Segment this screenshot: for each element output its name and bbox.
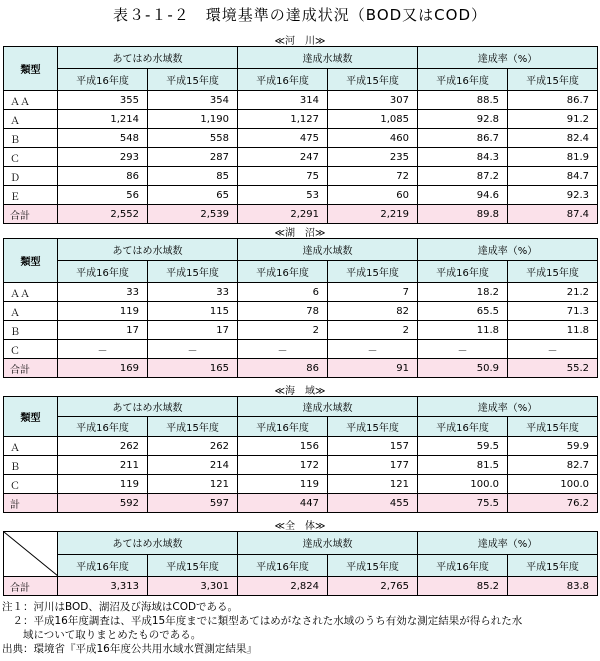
table-cell: 447	[238, 494, 328, 513]
year-header: 平成16年度	[418, 417, 508, 437]
row-label: 合計	[4, 205, 58, 224]
row-label: 合計	[4, 359, 58, 378]
table-cell: 33	[58, 283, 148, 302]
table-cell: 72	[328, 167, 418, 186]
table-cell: 165	[148, 359, 238, 378]
table-cell: －	[418, 340, 508, 359]
table-cell: 18.2	[418, 283, 508, 302]
year-header: 平成16年度	[58, 417, 148, 437]
table-cell: 597	[148, 494, 238, 513]
table-cell: 314	[238, 91, 328, 110]
year-header: 平成15年度	[148, 554, 238, 577]
table-cell: 548	[58, 129, 148, 148]
row-label: 合計	[4, 577, 58, 596]
table-row	[4, 283, 598, 302]
table-row	[4, 437, 598, 456]
table-cell: 86.7	[418, 129, 508, 148]
year-header: 平成15年度	[328, 417, 418, 437]
table-cell: 262	[148, 437, 238, 456]
table-cell: 84.3	[418, 148, 508, 167]
table-cell: 1,214	[58, 110, 148, 129]
table-cell: 2,291	[238, 205, 328, 224]
table-row	[4, 148, 598, 167]
row-label: Ｃ	[4, 340, 58, 359]
table-cell: 172	[238, 456, 328, 475]
group-header: 達成率（%）	[418, 532, 598, 555]
row-label: ＡＡ	[4, 91, 58, 110]
table-cell: 55.2	[508, 359, 598, 378]
table-cell: －	[148, 340, 238, 359]
table-cell: 76.2	[508, 494, 598, 513]
data-table	[3, 238, 598, 378]
table-cell: 84.7	[508, 167, 598, 186]
table-cell: 1,085	[328, 110, 418, 129]
category-header: 類型	[4, 397, 58, 437]
table-cell: 88.5	[418, 91, 508, 110]
data-table	[3, 531, 598, 596]
table-cell: 2,765	[328, 577, 418, 596]
total-row	[4, 494, 598, 513]
table-cell: 2,552	[58, 205, 148, 224]
table-cell: 3,313	[58, 577, 148, 596]
group-header: あてはめ水域数	[58, 47, 238, 69]
total-row	[4, 205, 598, 224]
row-label: Ｅ	[4, 186, 58, 205]
diagonal-line	[4, 532, 58, 576]
year-header: 平成16年度	[58, 261, 148, 283]
year-header: 平成16年度	[238, 554, 328, 577]
row-label: Ｃ	[4, 475, 58, 494]
table-cell: 287	[148, 148, 238, 167]
table-cell: 81.9	[508, 148, 598, 167]
table-cell: 91.2	[508, 110, 598, 129]
table-cell: 6	[238, 283, 328, 302]
table-cell: 78	[238, 302, 328, 321]
footnote-line: 域について取りまとめたものである。	[2, 629, 202, 641]
category-header: 類型	[4, 239, 58, 283]
group-header: 達成率（%）	[418, 397, 598, 417]
table-cell: 307	[328, 91, 418, 110]
group-header: 達成水域数	[238, 397, 418, 417]
table-cell: 89.8	[418, 205, 508, 224]
table-cell: 86	[238, 359, 328, 378]
year-header: 平成15年度	[508, 261, 598, 283]
table-cell: －	[328, 340, 418, 359]
table-cell: 11.8	[418, 321, 508, 340]
header-row	[4, 47, 598, 69]
table-cell: 82	[328, 302, 418, 321]
row-label: Ａ	[4, 302, 58, 321]
year-header: 平成15年度	[328, 261, 418, 283]
row-label: 計	[4, 494, 58, 513]
table-cell: 83.8	[508, 577, 598, 596]
table-cell: 92.3	[508, 186, 598, 205]
year-header: 平成15年度	[328, 69, 418, 91]
section-label: ≪全 体≫	[274, 521, 326, 532]
group-header: あてはめ水域数	[58, 239, 238, 261]
table-cell: 2,824	[238, 577, 328, 596]
table-cell: 85	[148, 167, 238, 186]
row-label: Ｂ	[4, 321, 58, 340]
table-row	[4, 129, 598, 148]
table-cell: 71.3	[508, 302, 598, 321]
table-row	[4, 167, 598, 186]
table-cell: 592	[58, 494, 148, 513]
table-cell: 156	[238, 437, 328, 456]
year-header: 平成16年度	[418, 69, 508, 91]
table-cell: 460	[328, 129, 418, 148]
group-header: 達成率（%）	[418, 47, 598, 69]
table-cell: 65	[148, 186, 238, 205]
table-cell: 1,127	[238, 110, 328, 129]
table-cell: 86.7	[508, 91, 598, 110]
total-row	[4, 359, 598, 378]
data-table	[3, 396, 598, 513]
table-cell: 94.6	[418, 186, 508, 205]
table-cell: 91	[328, 359, 418, 378]
table-cell: 3,301	[148, 577, 238, 596]
group-header: 達成率（%）	[418, 239, 598, 261]
table-row	[4, 321, 598, 340]
table-cell: 262	[58, 437, 148, 456]
table-cell: 33	[148, 283, 238, 302]
table-row	[4, 110, 598, 129]
table-cell: 87.4	[508, 205, 598, 224]
year-header: 平成15年度	[148, 417, 238, 437]
table-cell: 235	[328, 148, 418, 167]
table-cell: 2,539	[148, 205, 238, 224]
table-cell: 75	[238, 167, 328, 186]
table-cell: 53	[238, 186, 328, 205]
year-header-row	[4, 261, 598, 283]
year-header: 平成15年度	[328, 554, 418, 577]
footnote-line: 出典：環境省『平成16年度公共用水域水質測定結果』	[2, 643, 257, 655]
footnotes	[2, 600, 522, 656]
year-header-row	[4, 554, 598, 577]
table-cell: 56	[58, 186, 148, 205]
year-header: 平成15年度	[148, 261, 238, 283]
table-cell: 11.8	[508, 321, 598, 340]
table-cell: 100.0	[508, 475, 598, 494]
table-cell: 7	[328, 283, 418, 302]
data-table	[3, 46, 598, 224]
table-cell: －	[58, 340, 148, 359]
table-cell: 121	[328, 475, 418, 494]
table-row	[4, 302, 598, 321]
table-cell: 121	[148, 475, 238, 494]
year-header: 平成15年度	[148, 69, 238, 91]
table-row	[4, 186, 598, 205]
table-cell: 60	[328, 186, 418, 205]
table-cell: 59.5	[418, 437, 508, 456]
total-row	[4, 577, 598, 596]
table-cell: 214	[148, 456, 238, 475]
row-label: Ｃ	[4, 148, 58, 167]
row-label: Ｄ	[4, 167, 58, 186]
year-header: 平成16年度	[418, 554, 508, 577]
year-header: 平成16年度	[58, 554, 148, 577]
table-cell: 17	[58, 321, 148, 340]
group-header: あてはめ水域数	[58, 532, 238, 555]
table-cell: 21.2	[508, 283, 598, 302]
table-cell: 169	[58, 359, 148, 378]
table-cell: 82.7	[508, 456, 598, 475]
table-cell: 475	[238, 129, 328, 148]
table-cell: －	[508, 340, 598, 359]
table-cell: 354	[148, 91, 238, 110]
year-header: 平成16年度	[58, 69, 148, 91]
year-header: 平成15年度	[508, 69, 598, 91]
row-label: Ａ	[4, 110, 58, 129]
table-cell: 2	[238, 321, 328, 340]
row-label: ＡＡ	[4, 283, 58, 302]
group-header: 達成水域数	[238, 47, 418, 69]
year-header: 平成16年度	[238, 417, 328, 437]
section-label: ≪湖 沼≫	[274, 228, 326, 239]
table-cell: 17	[148, 321, 238, 340]
table-cell: 100.0	[418, 475, 508, 494]
section-label: ≪河 川≫	[274, 36, 326, 47]
table-cell: 355	[58, 91, 148, 110]
table-cell: 558	[148, 129, 238, 148]
table-cell: －	[238, 340, 328, 359]
table-cell: 85.2	[418, 577, 508, 596]
table-title: 表３-１-２ 環境基準の達成状況（BOD又はCOD）	[112, 6, 488, 24]
table-cell: 65.5	[418, 302, 508, 321]
table-cell: 293	[58, 148, 148, 167]
footnote-line: ２：平成16年度調査は、平成15年度までに類型あてはめがなされた水域のうち有効な測定結果が得られた水	[2, 615, 523, 627]
table-cell: 92.8	[418, 110, 508, 129]
header-row	[4, 532, 598, 555]
table-row	[4, 340, 598, 359]
table-cell: 247	[238, 148, 328, 167]
empty-diagonal-header	[4, 532, 58, 577]
table-cell: 455	[328, 494, 418, 513]
table-cell: 211	[58, 456, 148, 475]
table-cell: 119	[238, 475, 328, 494]
table-cell: 2	[328, 321, 418, 340]
group-header: 達成水域数	[238, 532, 418, 555]
table-cell: 119	[58, 302, 148, 321]
section-label: ≪海 域≫	[274, 386, 326, 397]
year-header: 平成16年度	[418, 261, 508, 283]
row-label: Ｂ	[4, 129, 58, 148]
table-row	[4, 475, 598, 494]
table-cell: 59.9	[508, 437, 598, 456]
category-header: 類型	[4, 47, 58, 91]
header-row	[4, 397, 598, 417]
year-header-row	[4, 417, 598, 437]
table-cell: 2,219	[328, 205, 418, 224]
table-row	[4, 456, 598, 475]
table-cell: 87.2	[418, 167, 508, 186]
table-cell: 1,190	[148, 110, 238, 129]
footnote-line: 注１：河川はBOD、湖沼及び海域はCODである。	[2, 601, 239, 613]
table-cell: 81.5	[418, 456, 508, 475]
year-header: 平成15年度	[508, 554, 598, 577]
table-cell: 157	[328, 437, 418, 456]
row-label: Ａ	[4, 437, 58, 456]
group-header: あてはめ水域数	[58, 397, 238, 417]
row-label: Ｂ	[4, 456, 58, 475]
year-header: 平成16年度	[238, 261, 328, 283]
table-cell: 75.5	[418, 494, 508, 513]
year-header-row	[4, 69, 598, 91]
table-row	[4, 91, 598, 110]
table-cell: 82.4	[508, 129, 598, 148]
table-cell: 86	[58, 167, 148, 186]
header-row	[4, 239, 598, 261]
table-cell: 119	[58, 475, 148, 494]
table-cell: 177	[328, 456, 418, 475]
table-cell: 50.9	[418, 359, 508, 378]
year-header: 平成15年度	[508, 417, 598, 437]
group-header: 達成水域数	[238, 239, 418, 261]
year-header: 平成16年度	[238, 69, 328, 91]
table-cell: 115	[148, 302, 238, 321]
